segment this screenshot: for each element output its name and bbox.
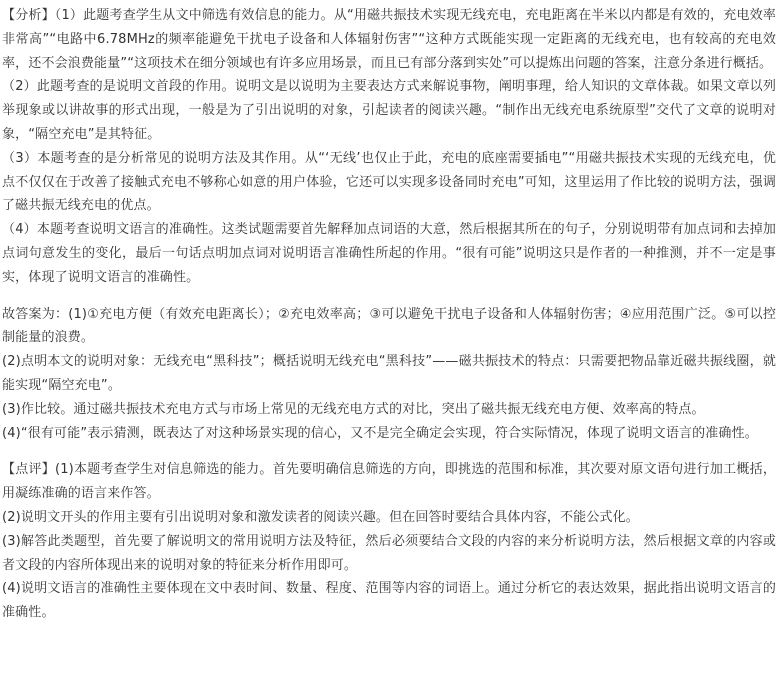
comment-paragraph-1: 【点评】(1)本题考查学生对信息筛选的能力。首先要明确信息筛选的方向，即挑选的范围和标准，其次要对原文语句进行加工概括，用凝练准确的语言来作答。 [2, 462, 776, 502]
comment-paragraph-3: (3)解答此类题型，首先要了解说明文的常用说明方法及特征，然后必须要结合文段的内容的来分析说明方法，然后根据文章的内容或者文段的内容所体现出来的说明对象的特征来分析作用即可。 [2, 533, 776, 573]
answer-paragraph-3: (3)作比较。通过磁共振技术充电方式与市场上常见的无线充电方式的对比，突出了磁共振无线充电方便、效率高的特点。 [2, 401, 705, 417]
analysis-paragraph-3: （3）本题考查的是分析常见的说明方法及其作用。从“‘无线’也仅止于此，充电的底座需要插电”“用磁共振技术实现的无线充电，优点不仅仅在于改善了接触式充电不够称心如意的用户体验，它还可以实现多设备同时充电”可知，这里运用了作比较的说明方法，强调了磁共振无线充电的优点。 [2, 150, 776, 214]
analysis-paragraph-1: 【分析】（1）此题考查学生从文中筛选有效信息的能力。从“用磁共振技术实现无线充电，充电距离在半米以内都是有效的，充电效率非常高”“电路中6.78MHz的频率能避免干扰电子设备和人体辐射伤害”“这种方式既能实现一定距离的无线充电，也有较高的充电效率，还不会浪费能量”“这项技术在细分领域也有许多应用场景，而且已有部分落到实处”可以提炼出问题的答案，注意分条进行概括。 [2, 8, 776, 71]
analysis-paragraph-2: （2）此题考查的是说明文首段的作用。说明文是以说明为主要表达方式来解说事物，阐明事理，给人知识的文章体裁。如果文章以列举现象或以讲故事的形式出现，一般是为了引出说明的对象，引起读者的阅读兴趣。“制作出无线充电系统原型”交代了文章的说明对象，“隔空充电”是其特征。 [2, 79, 776, 142]
analysis-paragraph-4: （4）本题考查说明文语言的准确性。这类试题需要首先解释加点词语的大意，然后根据其所在的句子，分别说明带有加点词和去掉加点词句意发生的变化，最后一句话点明加点词对说明语言准确性所起的作用。“很有可能”说明这只是作者的一种推测，并不一定是事实，体现了说明文语言的准确性。 [2, 222, 776, 285]
answer-paragraph-1: 故答案为：(1)①充电方便（有效充电距离长）；②充电效率高；③可以避免干扰电子设备和人体辐射伤害；④应用范围广泛。⑤可以控制能量的浪费。 [2, 306, 776, 346]
answer-paragraph-2: (2)点明本文的说明对象：无线充电“黑科技”；概括说明无线充电“黑科技”——磁共振技术的特点：只需要把物品靠近磁共振线圈，就能实现“隔空充电”。 [2, 354, 776, 393]
comment-paragraph-4: (4)说明文语言的准确性主要体现在文中表时间、数量、程度、范围等内容的词语上。通过分析它的表达效果，据此指出说明文语言的准确性。 [2, 581, 776, 621]
comment-paragraph-2: (2)说明文开头的作用主要有引出说明对象和激发读者的阅读兴趣。但在回答时要结合具体内容，不能公式化。 [2, 509, 639, 525]
answer-paragraph-4: (4)“很有可能”表示猜测，既表达了对这种场景实现的信心，又不是完全确定会实现，符合实际情况，体现了说明文语言的准确性。 [2, 425, 758, 441]
analysis-section [2, 0, 776, 290]
comment-section [2, 458, 776, 625]
answer-section [2, 303, 776, 446]
